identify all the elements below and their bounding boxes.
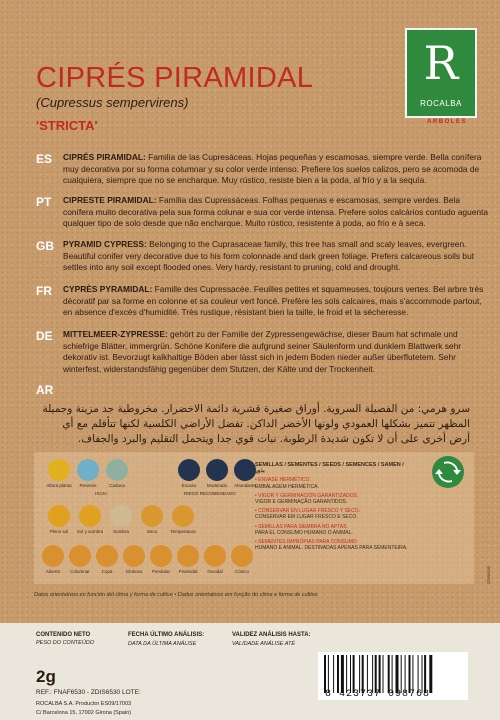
analysis-label: FECHA ÚLTIMO ANÁLISIS:	[128, 632, 205, 638]
lang-code: GB	[36, 239, 54, 253]
brand-logo	[405, 28, 477, 118]
icon-circle	[178, 459, 200, 481]
barcode-bars	[324, 655, 462, 693]
seeds-item: • ENVASE HERMÉTICO. EMBALAGEM HERMÉTICA.	[255, 477, 319, 490]
net-label-pt: PESO DO CONTEÚDO	[36, 640, 95, 646]
product-title: CIPRÉS PIRAMIDAL	[36, 62, 314, 94]
sun-shade-icon	[75, 505, 105, 534]
shape-globe-icon	[119, 545, 149, 574]
dry-icon	[137, 505, 167, 534]
seeds-info	[255, 462, 415, 551]
desc-text: MITTELMEER-ZYPRESSE: gehört zu der Familie der Zypressengewächse, dieser Baum hat schmale und schiefrige Blätter, immergrün. Schöne Konifere die aufgrund seiner Säulenform und dunklem Blattwerk sehr dekorativ ist. Bevorzugt kalkhaltige Böden aber lässt sich in jedem Boden nieder außer überflutetem. Sehr winterfest, widerstandsfähig gegenüber dem Stutzen, der Kälte und der Trockenheit.	[63, 329, 462, 374]
desc-text: CIPRESTE PIRAMIDAL: Família das Cupressáceas. Folhas pequenas e escamosas, sempre verdes. Bela conífera muito decorativa pela sua forma colunar e sua cor verde intensa. Prefere solos calcários contudo aguenta qualquer tipo de solo desde que não encharque. Muito rústico, resistente à poda, ao frio e à seca.	[63, 195, 489, 228]
shape-round-icon	[38, 545, 68, 574]
icon-circle	[141, 505, 163, 527]
lang-code: ES	[36, 152, 53, 166]
icon-label: Seco	[146, 529, 158, 534]
brand-subtitle: ARBOLES	[427, 119, 467, 125]
brand-letter: R	[423, 36, 459, 90]
shape-pyramid-icon	[173, 545, 203, 574]
icon-label: Sol y sombra	[76, 529, 104, 534]
drops-icon	[202, 459, 232, 488]
icon-circle	[79, 505, 101, 527]
valid-label: VALIDEZ ANÁLISIS HASTA:	[232, 632, 311, 638]
icon-label: Copa	[101, 569, 113, 574]
shape-cup-icon	[92, 545, 122, 574]
icon-circle	[106, 459, 128, 481]
seeds-item: • SEMILLAS PARA SIEMBRA NO APTAS PARA EL CONSUMO HUMANO O ANIMAL.	[255, 523, 353, 536]
icon-label: Columnar	[70, 569, 90, 574]
icon-label: Pendular	[151, 569, 170, 574]
net-label: CONTENIDO NETO	[36, 632, 91, 638]
cultivar-name: 'STRICTA'	[36, 118, 98, 133]
water-note: RIEGO RECOMENDADO	[184, 491, 236, 496]
icon-label: Cónico	[234, 569, 249, 574]
reference-code: REF.: FNAF6530 - ZDIS6530 LOTE:	[36, 689, 141, 696]
icon-label: Piramidal	[178, 569, 198, 574]
icon-label: Temperatura	[170, 529, 196, 534]
lang-code-ar: AR	[36, 383, 54, 397]
latin-name: (Cupressus sempervirens)	[36, 95, 189, 110]
drop-icon	[174, 459, 204, 488]
icon-circle	[177, 545, 199, 567]
net-weight: 2g	[36, 667, 56, 686]
icon-circle	[204, 545, 226, 567]
desc-text: CIPRÉS PIRAMIDAL: Familia de las Cupresáceas. Hojas pequeñas y escamosas, siempre verde. Bella conífera muy decorativa por su forma columnar y su color verde intenso. Prefiere los suelos calizos, pero se acomoda de cualquiera, siempre que no se encharque. Muy rústico, resiste bien a la poda, al frío y a la sequía.	[63, 152, 482, 185]
shape-cone-icon	[227, 545, 257, 574]
icon-label: Moderado	[206, 483, 228, 488]
icon-label: Pleno sol	[49, 529, 69, 534]
seeds-heading: SEMILLAS / SEMENTES / SEEDS / SEMENCES / SAMEN / بذور	[255, 462, 404, 475]
desc-ar: سرو هرمي: من الفصيلة السروية. أوراق صغيرة قشرية دائمة الاخضرار. مخروطية جد مزينة وجميلة المظهر تتميز بشكلها العمودي ولونها الأخضر الداكن. تفضل الأراضي الكلسية لكنها تتأقلم مع أي أرض أخرى على أن لا تكون شديدة الرطوبة. نبات قوي جدا ويتحمل التقليم والبرد والجفاف.	[42, 403, 470, 445]
shade-icon	[106, 505, 136, 534]
icon-circle	[96, 545, 118, 567]
sun-full-icon	[44, 505, 74, 534]
shape-oval-icon	[200, 545, 230, 574]
icon-label: Caduca	[109, 483, 125, 488]
icon-circle	[110, 505, 132, 527]
icon-label: Escaso	[181, 483, 197, 488]
icon-label: Globoso	[125, 569, 143, 574]
shape-weep-icon	[146, 545, 176, 574]
frost-icon	[73, 459, 103, 488]
recycle-icon	[432, 456, 464, 488]
leaf-note: HOJA	[95, 491, 108, 496]
lang-code: DE	[36, 329, 53, 343]
valid-label-pt: VALIDADE ANÁLISE ATÉ	[232, 641, 296, 647]
analysis-label-pt: DATA DA ÚLTIMA ANÁLISE	[128, 641, 197, 647]
icon-circle	[42, 545, 64, 567]
desc-text: PYRAMID CYPRESS: Belonging to the Cuprasaceae family, this tree has small and scaly leaves, evergreen. Beautiful conifer very decorative due to his form colonnade and dark green foliage. Prefers calcareous soils but settles into any soil except flooded ones. Very hardy, resistant to pruning, cold and drought.	[63, 239, 475, 272]
icon-circle	[150, 545, 172, 567]
icon-label: Ovoidal	[207, 569, 223, 574]
icon-circle	[231, 545, 253, 567]
company-info: ROCALBA S.A. Productor ES09/17003	[36, 701, 132, 707]
seeds-item: • CONSERVAR EN LUGAR FRESCO Y SECO. CONSERVAR EM LUGAR FRESCO E SECO.	[255, 508, 361, 521]
temp-icon	[168, 505, 198, 534]
icon-circle	[206, 459, 228, 481]
company-address: C/ Barcelona 15, 17002 Girona (Spain)	[36, 710, 132, 716]
icon-label: Abundante	[234, 483, 256, 488]
icon-circle	[48, 459, 70, 481]
sun-icon	[44, 459, 74, 488]
icon-label: Abierto	[45, 569, 61, 574]
icon-circle	[77, 459, 99, 481]
seeds-item: • VIGOR Y GERMINACIÓN GARANTIZADOS. VIGOR E GERMINAÇÃO GARANTIDOS.	[255, 492, 359, 506]
icon-circle	[123, 545, 145, 567]
icon-label: Sombra	[113, 529, 129, 534]
tree-leaf-icon	[102, 459, 132, 488]
seeds-item: • SEMENTES IMPRÓPIAS PARA CONSUMO HUMANO E ANIMAL. DESTINADAS APENAS PARA SEMENTEIRA.	[255, 539, 408, 552]
icon-circle	[69, 545, 91, 567]
brand-name: ROCALBA	[420, 99, 462, 108]
barcode-number: 8 423737 098768	[325, 689, 431, 700]
icon-label: Perenne	[79, 483, 97, 488]
shape-column-icon	[65, 545, 95, 574]
icon-circle	[48, 505, 70, 527]
disclaimer: Datos orientativos en función del clima y forma de cultivo • Dados orientativos em função do clima e forma de cultivo	[34, 592, 318, 598]
lang-code: PT	[36, 195, 52, 209]
icon-circle	[234, 459, 256, 481]
side-code: ZDIS6530	[486, 565, 491, 584]
lang-code: FR	[36, 284, 52, 298]
icon-circle	[172, 505, 194, 527]
desc-text: CYPRÈS PYRAMIDAL: Famille des Cupressacée. Feuilles petites et squameuses, toujours vertes. Bel arbre très décoratif par sa forme en colonne et sa couleur vert foncé. Prefère les sols calcaires, mais s'accommode partout, en absence d'excès d'humidité. Très rustique, résistant bien la taille, le froid et la sécheresse.	[63, 284, 484, 317]
icon-label: Altura planta	[46, 483, 72, 488]
